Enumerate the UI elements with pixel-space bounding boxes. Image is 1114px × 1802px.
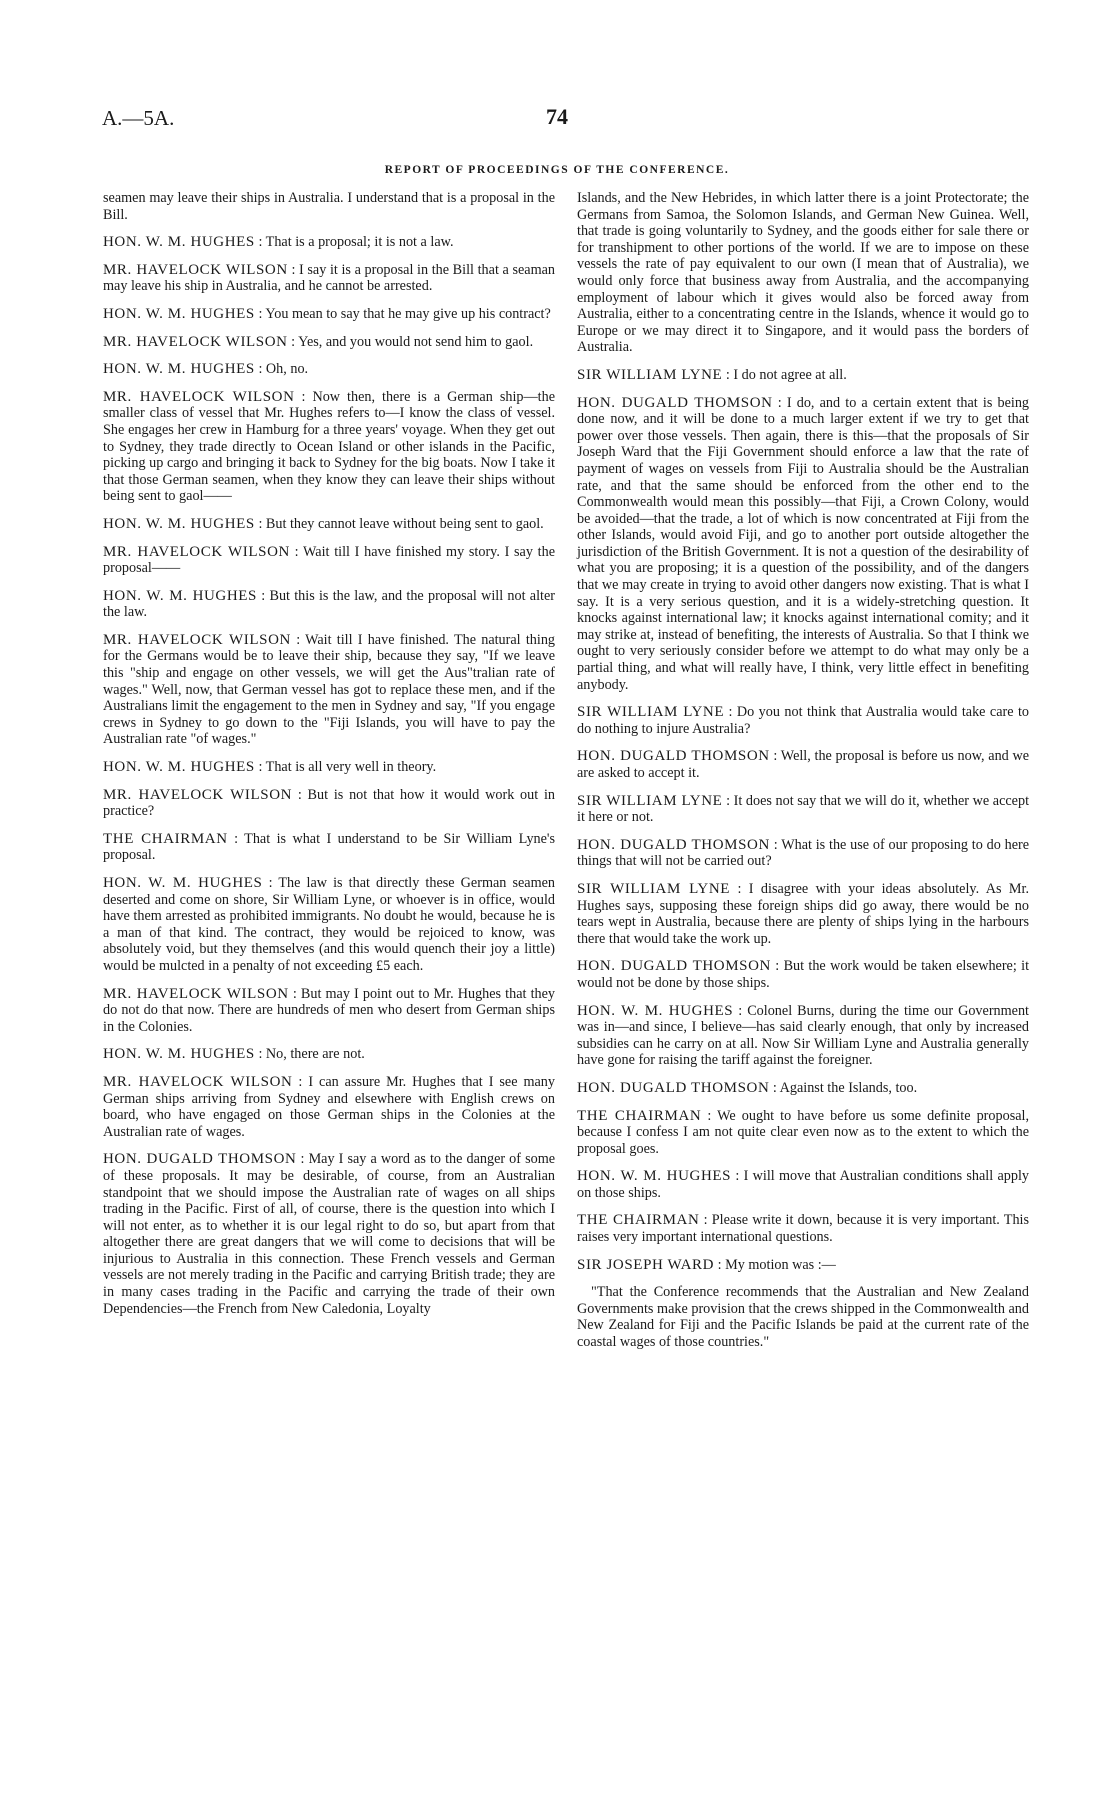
speech-text: : I will move that Australian conditions shall apply on those ships.	[577, 1168, 1029, 1201]
speech-text: : But is not that how it would work out in practice?	[103, 786, 555, 820]
paragraph	[577, 793, 1029, 826]
paragraph	[103, 234, 555, 251]
speaker-name: HON. W. M. HUGHES	[103, 1046, 255, 1063]
speaker-name: SIR WILLIAM LYNE	[577, 366, 723, 383]
paragraph	[103, 1151, 555, 1317]
speaker-name: SIR JOSEPH WARD	[577, 1256, 715, 1273]
speaker-name: HON. W. M. HUGHES	[577, 1168, 732, 1185]
speaker-name: HON. DUGALD THOMSON	[577, 836, 770, 853]
speech-text: "That the Conference recommends that the Australian and New Zealand Governments make provision that the crews shipped in the Commonwealth and New Zealand for Fiji and the Pacific Islands be paid at the current rate of the coastal wages of those countries."	[577, 1284, 1029, 1351]
paragraph	[577, 748, 1029, 781]
paragraph	[103, 831, 555, 864]
speech-text: : But they cannot leave without being sent to gaol.	[258, 515, 544, 532]
speaker-name: THE CHAIRMAN	[103, 830, 228, 847]
speech-text: : Now then, there is a German ship—the smaller class of vessel that Mr. Hughes refers to—I know the class of vessel. She engages her crew in Hamburg for a three years' voyage. When they get out to Sydney, they trade directly to Ocean Island or other islands in the Pacific, picking up cargo and bringing it back to Sydney for the big boats. Now I take it that those German seamen, when they know they can leave their ships without being sent to gaol——	[103, 388, 555, 505]
running-title: REPORT OF PROCEEDINGS OF THE CONFERENCE.	[384, 164, 730, 176]
speaker-name: HON. DUGALD THOMSON	[577, 394, 773, 411]
speaker-name: MR. HAVELOCK WILSON	[103, 1073, 293, 1090]
speaker-name: MR. HAVELOCK WILSON	[103, 261, 288, 278]
speech-text: : Yes, and you would not send him to gaol.	[291, 333, 534, 350]
speech-text: : Wait till I have finished my story. I say the proposal——	[103, 543, 555, 577]
speaker-name: HON. DUGALD THOMSON	[103, 1151, 297, 1168]
speaker-name: HON. W. M. HUGHES	[103, 587, 258, 604]
paragraph	[103, 875, 555, 975]
speech-text: : But this is the law, and the proposal will not alter the law.	[103, 587, 555, 621]
speech-text: : That is all very well in theory.	[258, 759, 437, 776]
speaker-name: MR. HAVELOCK WILSON	[103, 985, 289, 1002]
speaker-name: HON. W. M. HUGHES	[103, 234, 255, 251]
speech-text: : Oh, no.	[258, 361, 309, 378]
speaker-name: HON. W. M. HUGHES	[577, 1002, 734, 1019]
speech-text: : But may I point out to Mr. Hughes that they do not do that now. There are hundreds of men who desert from German ships in the Colonies.	[103, 985, 555, 1035]
speaker-name: THE CHAIRMAN	[577, 1212, 700, 1229]
speech-text: : Do you not think that Australia would take care to do nothing to injure Australia?	[577, 704, 1029, 737]
speaker-name: SIR WILLIAM LYNE	[577, 880, 731, 897]
speech-text: : I can assure Mr. Hughes that I see many German ships arriving from Sydney and elsewhere with English crews on board, who have engaged on those German ships in the Colonies at the Australian rate of wages.	[103, 1073, 555, 1140]
paragraph	[577, 395, 1029, 694]
paragraph	[577, 881, 1029, 947]
speaker-name: MR. HAVELOCK WILSON	[103, 631, 291, 648]
paragraph	[103, 787, 555, 820]
speaker-name: MR. HAVELOCK WILSON	[103, 388, 295, 405]
page-number: 74	[546, 104, 568, 129]
speaker-name: HON. DUGALD THOMSON	[577, 958, 771, 975]
speech-text: : My motion was :—	[717, 1256, 836, 1273]
paragraph	[577, 958, 1029, 991]
speech-text: : We ought to have before us some definite proposal, because I confess I am not quite clear even now as to the extent to which the proposal goes.	[577, 1107, 1029, 1157]
speaker-name: MR. HAVELOCK WILSON	[103, 543, 290, 560]
speech-text: : No, there are not.	[258, 1046, 365, 1063]
speech-text: : That is a proposal; it is not a law.	[258, 234, 454, 251]
paragraph	[577, 367, 1029, 384]
speech-text: : The law is that directly these German seamen deserted and come on shore, Sir William Lyne, or whoever is in office, would have them arrested as prohibited immigrants. No doubt he would, because he is a man of that kind. The contract, they would be rejoiced to know, was absolutely void, but they themselves (and this would quench their joy a little) would be mulcted in a penalty of not exceeding £5 each.	[103, 875, 555, 974]
speech-text: : It does not say that we will do it, whether we accept it here or not.	[577, 792, 1030, 826]
paragraph	[103, 759, 555, 776]
paragraph	[103, 334, 555, 351]
paragraph	[577, 837, 1029, 870]
speech-text: Islands, and the New Hebrides, in which latter there is a joint Protectorate; the Germans from Samoa, the Solomon Islands, and German New Guinea. Well, that trade is going voluntarily to Sydney, and the goods either for sale there or for transhipment to other portions of the world. If we are to impose on these vessels the rate of pay equivalent to our own (I mean that of Australia), we would only force that business away from Australia, and the accompanying employment of labour which it gives would also be forced away from Australia, either to a concentrating centre in the Islands, whence it would go to Europe or we may direct it to Singapore, and it would pass the borders of Australia.	[577, 190, 1029, 356]
speaker-name: SIR WILLIAM LYNE	[577, 792, 723, 809]
speech-text: : I disagree with your ideas absolutely. As Mr. Hughes says, supposing these foreign ships did go away, there would be no tears wept in Australia, because there are plenty of ships lying in the harbours there that would take the work up.	[577, 880, 1030, 947]
speaker-name: HON. W. M. HUGHES	[103, 515, 255, 532]
speech-text: : Please write it down, because it is very important. This raises very important international questions.	[577, 1212, 1030, 1246]
motion-quote	[577, 1284, 1029, 1350]
paragraph	[577, 1080, 1029, 1097]
paragraph	[103, 588, 555, 621]
speech-text: seamen may leave their ships in Australia. I understand that is a proposal in the Bill.	[103, 190, 555, 223]
paragraph	[103, 516, 555, 533]
paragraph	[103, 190, 555, 223]
speaker-name: HON. DUGALD THOMSON	[577, 1079, 770, 1096]
paragraph	[103, 1074, 555, 1140]
speaker-name: MR. HAVELOCK WILSON	[103, 333, 288, 350]
paragraph	[103, 306, 555, 323]
speech-text: : I say it is a proposal in the Bill that a seaman may leave his ship in Australia, and he cannot be arrested.	[103, 261, 556, 295]
speaker-name: HON. DUGALD THOMSON	[577, 748, 770, 765]
speech-text: : May I say a word as to the danger of some of these proposals. It may be desirable, of course, from an Australian standpoint that we should impose the Australian rate of wages on all ships trading in the Pacific. First of all, of course, there is the question into which I will not enter, as to whether it is our legal right to do so, but apart from that altogether there are great dangers that we will come to decisions that will be injurious to Australia in this connection. These French vessels and German vessels are not merely trading in the Pacific and carrying British trade; they are in many cases trading in the Pacific and carrying the trade of their own Dependencies—the French from New Caledonia, Loyalty	[103, 1151, 556, 1317]
speech-text: : But the work would be taken elsewhere; it would not be done by those ships.	[577, 958, 1030, 991]
document-reference: A.—5A.	[102, 106, 175, 130]
paragraph	[577, 1168, 1029, 1201]
speech-text: : Wait till I have finished. The natural thing for the Germans would be to leave their ship, because they say, "If we leave this "ship and engage on other vessels, we will get the Aus"tralian rate of wages." Well, now, that German vessel has got to replace these men, and if the Australians limit the engagement to the men in Sydney and say, "If you engage crews in Sydney to go down to the "Fiji Islands, you will have to pay the Australian rate "of wages."	[103, 631, 556, 748]
speech-text: : That is what I understand to be Sir William Lyne's proposal.	[103, 830, 556, 864]
speaker-name: HON. W. M. HUGHES	[103, 361, 255, 378]
speaker-name: MR. HAVELOCK WILSON	[103, 786, 293, 803]
paragraph	[103, 361, 555, 378]
paragraph	[103, 389, 555, 505]
right-column	[577, 190, 1029, 1362]
speech-text: : Well, the proposal is before us now, and we are asked to accept it.	[577, 748, 1030, 781]
speaker-name: HON. W. M. HUGHES	[103, 759, 255, 776]
paragraph	[103, 1046, 555, 1063]
paragraph	[103, 986, 555, 1036]
speech-text: : What is the use of our proposing to do here things that will not be carried out?	[577, 836, 1030, 870]
speech-text: : Against the Islands, too.	[772, 1079, 918, 1096]
speech-text: : You mean to say that he may give up his contract?	[258, 305, 551, 322]
speaker-name: HON. W. M. HUGHES	[103, 305, 255, 322]
left-column	[103, 190, 555, 1328]
speech-text: : I do, and to a certain extent that is being done now, and it will be done to a much larger extent if we try to get that power over those vessels. Then again, there is this—that the proposals of Sir Joseph Ward that the Fiji Government should enforce a law that the rate of payment of wages on vessels from Fiji to Australia should be the Australian rate, and that the same should be enforced from the other end to the Commonwealth would mean this possibly—that Fiji, a Crown Colony, would be avoided—that the trade, a lot of which is now concentrated at Fiji from the other Islands, would avoid Fiji, and go to another port outside altogether the jurisdiction of the British Government. It is not a question of the desirability of what you are proposing; it is a question of the possibility, and of the dangers that we may create in trying to avoid other dangers now existing. That is what I say. It is a very serious question, and it is a widely-stretching question. It knocks against international law; it knocks against international comity; and it may strike at, instead of benefiting, the interests of Australia. So that I think we ought to very seriously consider before we attempt to do what may only be a partial thing, and what will really have, I think, very little effect in benefiting anybody.	[577, 394, 1030, 693]
speech-text: : Colonel Burns, during the time our Government was in—and since, I believe—has said clearly enough, that only by increased subsidies can he carry on at all. Now Sir William Lyne and Australia generally have gone for raising the tariff against the foreigner.	[577, 1002, 1030, 1069]
paragraph	[577, 1003, 1029, 1069]
paragraph	[103, 632, 555, 748]
speech-text: : I do not agree at all.	[725, 366, 847, 383]
speaker-name: HON. W. M. HUGHES	[103, 875, 263, 891]
paragraph	[103, 544, 555, 577]
speaker-name: THE CHAIRMAN	[577, 1107, 702, 1124]
paragraph	[577, 1108, 1029, 1158]
paragraph	[577, 704, 1029, 737]
paragraph	[577, 1212, 1029, 1245]
paragraph	[577, 1257, 1029, 1274]
paragraph	[577, 190, 1029, 356]
speaker-name: SIR WILLIAM LYNE	[577, 704, 725, 721]
paragraph	[103, 262, 555, 295]
